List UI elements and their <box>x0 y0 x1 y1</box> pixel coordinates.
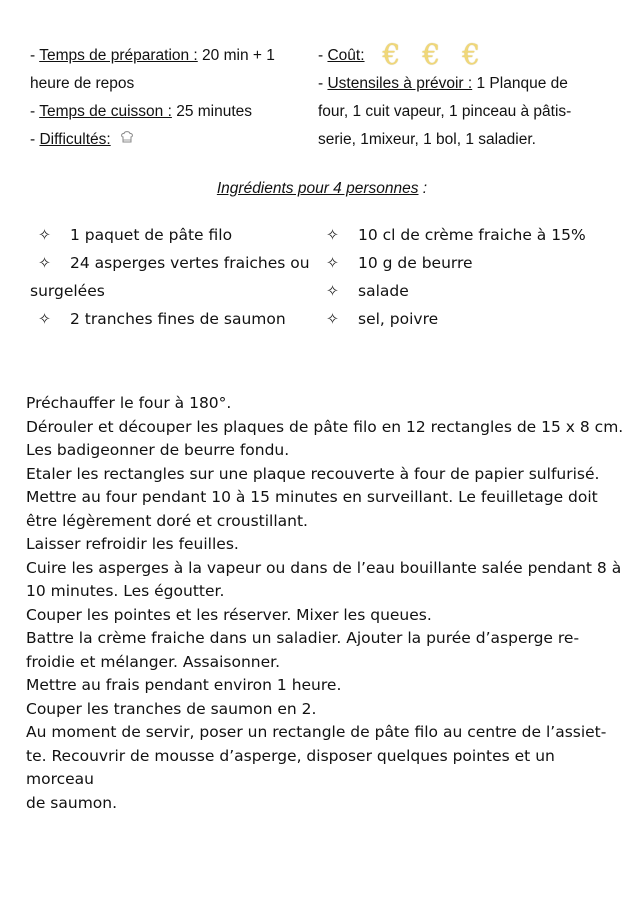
difficulty-row: - Difficultés: <box>30 126 310 154</box>
ingredients-list-right <box>326 221 626 333</box>
step-line: Etaler les rectangles sur une plaque recouverte à four de papier sulfurisé. <box>26 464 600 483</box>
step-line: te. Recouvrir de mousse d’asperge, disposer quelques pointes et un morceau <box>26 746 555 788</box>
step-line: Mettre au four pendant 10 à 15 minutes en surveillant. Le feuilletage doit <box>26 488 598 506</box>
ingredient-text: salade <box>358 282 409 300</box>
ingredient-item <box>38 249 328 277</box>
step-line: être légèrement doré et croustillant. <box>26 511 308 530</box>
cost-label: Coût: <box>327 47 365 64</box>
step-line: 10 minutes. Les égoutter. <box>26 582 225 600</box>
recipe-info-right <box>318 38 618 154</box>
prep-time-row: - Temps de préparation : 20 min + 1 <box>30 47 275 64</box>
ingredients-title <box>0 180 644 198</box>
step-line: de saumon. <box>26 793 118 812</box>
ingredients-title-suffix: : <box>418 180 428 197</box>
step-line: Laisser refroidir les feuilles. <box>26 535 239 553</box>
recipe-info-left <box>30 42 310 154</box>
prep-time-value: 20 min + 1 <box>197 47 275 64</box>
ingredient-item <box>326 305 626 333</box>
tools-line-3: serie, 1mixeur, 1 bol, 1 saladier. <box>318 131 536 148</box>
step-line: froidie et mélanger. Assaisonner. <box>26 652 281 671</box>
tools-label: Ustensiles à prévoir : <box>327 75 473 92</box>
ingredients-title-text: Ingrédients pour 4 personnes <box>216 180 419 197</box>
chef-hat-icon <box>121 126 133 154</box>
step-line: Cuire les asperges à la vapeur ou dans de l’eau bouillante salée pendant 8 à <box>26 558 622 577</box>
step-line: Mettre au frais pendant environ 1 heure. <box>26 676 342 694</box>
ingredient-item <box>326 277 626 305</box>
ingredient-text-continued: surgelées <box>30 282 105 300</box>
ingredient-text: sel, poivre <box>358 310 439 328</box>
star-bullet-icon: ✧ <box>326 310 339 328</box>
step-line: Couper les tranches de saumon en 2. <box>26 699 317 718</box>
step-line: Préchauffer le four à 180°. <box>26 394 232 412</box>
star-bullet-icon: ✧ <box>326 282 339 300</box>
star-bullet-icon: ✧ <box>38 254 51 272</box>
recipe-steps <box>26 392 626 815</box>
ingredient-item <box>38 305 328 333</box>
star-bullet-icon: ✧ <box>38 310 51 328</box>
step-line: Couper les pointes et les réserver. Mixer les queues. <box>26 605 432 624</box>
star-bullet-icon: ✧ <box>326 226 339 244</box>
ingredient-text: 10 g de beurre <box>358 254 473 272</box>
prep-time-label: Temps de préparation : <box>39 47 198 64</box>
prep-time-value-continued: heure de repos <box>30 75 135 92</box>
ingredients-list-left <box>30 221 328 333</box>
ingredient-text: 2 tranches fines de saumon <box>70 310 286 328</box>
ingredient-item <box>38 221 328 249</box>
ingredient-item <box>326 249 626 277</box>
ingredient-text: 1 paquet de pâte filo <box>70 226 233 244</box>
step-line: Au moment de servir, poser un rectangle de pâte filo au centre de l’assiet- <box>26 723 607 741</box>
ingredient-item <box>326 221 626 249</box>
cost-row: - Coût: € € € <box>318 38 481 71</box>
star-bullet-icon: ✧ <box>326 254 339 272</box>
step-line: Battre la crème fraiche dans un saladier. Ajouter la purée d’asperge re- <box>26 629 580 647</box>
euro-icon: € <box>462 38 481 71</box>
star-bullet-icon: ✧ <box>38 226 51 244</box>
step-line: Les badigeonner de beurre fondu. <box>26 441 290 459</box>
cook-time-value: 25 minutes <box>171 103 253 120</box>
euro-icon: € <box>382 38 401 71</box>
ingredient-text: 10 cl de crème fraiche à 15% <box>358 226 586 244</box>
ingredient-text: 24 asperges vertes fraiches ou <box>70 254 310 272</box>
cook-time-label: Temps de cuisson : <box>39 103 172 120</box>
tools-row: - Ustensiles à prévoir : 1 Planque de <box>318 75 568 92</box>
euro-icon: € <box>422 38 441 71</box>
step-line: Dérouler et découper les plaques de pâte filo en 12 rectangles de 15 x 8 cm. <box>26 417 624 436</box>
tools-line-2: four, 1 cuit vapeur, 1 pinceau à pâtis- <box>318 103 572 120</box>
cook-time-row: - Temps de cuisson : 25 minutes <box>30 103 253 120</box>
difficulty-label: Difficultés: <box>39 131 111 149</box>
tools-value: 1 Planque de <box>472 75 568 92</box>
